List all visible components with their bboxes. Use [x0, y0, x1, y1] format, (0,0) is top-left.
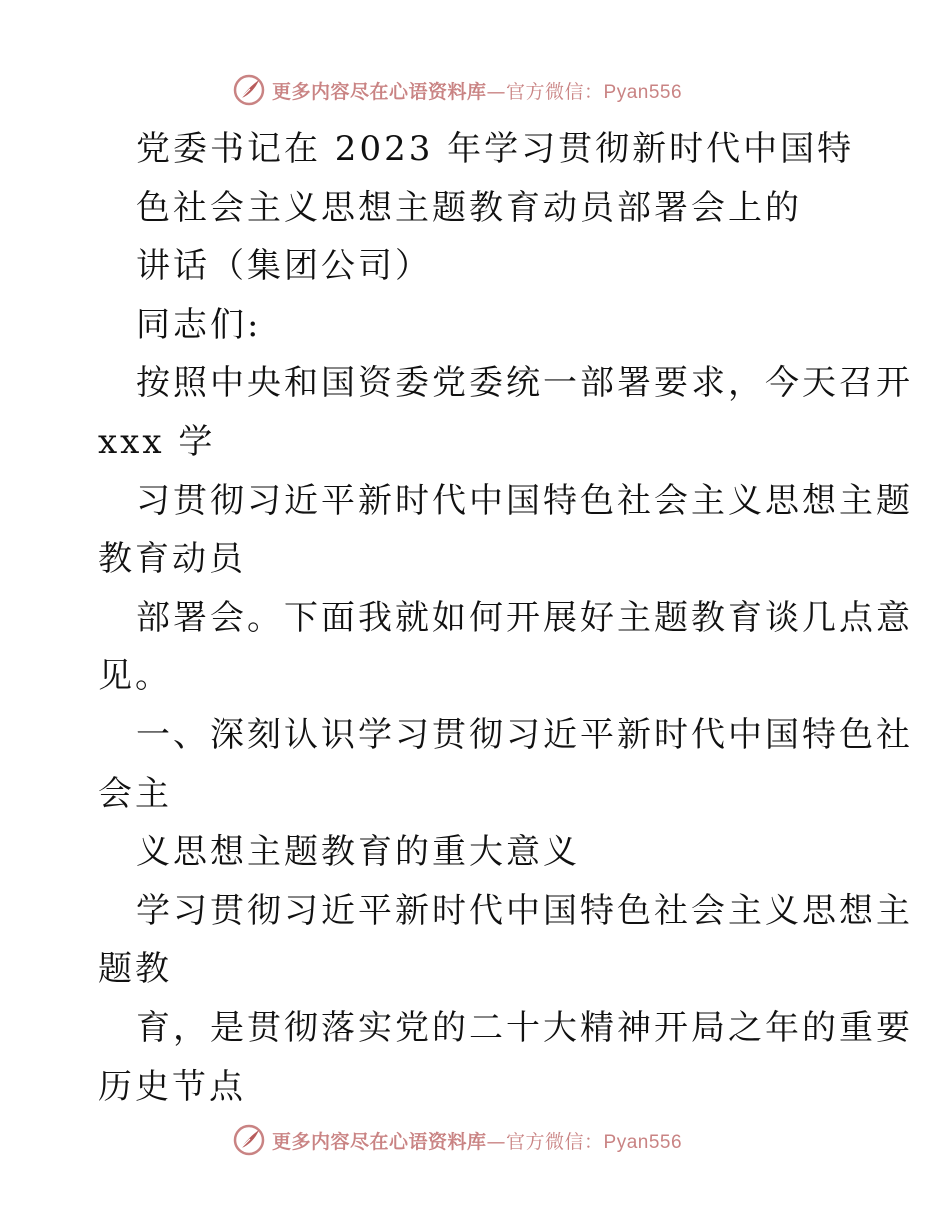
footer-watermark: [232, 1122, 682, 1158]
watermark-main: 更多内容尽在心语资料库: [272, 80, 487, 103]
paragraph-line: 学习贯彻习近平新时代中国特色社会主义思想主: [136, 890, 913, 931]
watermark-text: [272, 1127, 682, 1154]
watermark-label: 官方微信：: [506, 80, 604, 103]
watermark-main: 更多内容尽在心语资料库: [272, 1130, 487, 1153]
title-line: 色社会主义思想主题教育动员部署会上的: [136, 187, 802, 228]
watermark-id: Pyan556: [603, 1131, 683, 1153]
paragraph-line: 历史节点: [98, 1066, 246, 1107]
feather-pen-icon: [232, 1123, 266, 1157]
paragraph-line: 题教: [98, 949, 172, 990]
section-heading-line: 一、深刻认识学习贯彻习近平新时代中国特色社: [136, 714, 913, 755]
paragraph-line: 按照中央和国资委党委统一部署要求，今天召开: [136, 363, 913, 404]
watermark-label: 官方微信：: [506, 1130, 604, 1153]
section-heading-line: 会主: [98, 773, 172, 814]
paragraph-line: 习贯彻习近平新时代中国特色社会主义思想主题: [136, 480, 913, 521]
speech-body: [98, 120, 913, 1116]
feather-pen-icon: [232, 73, 266, 107]
paragraph-line: xxx 学: [98, 421, 216, 462]
section-heading-line: 义思想主题教育的重大意义: [136, 832, 580, 873]
paragraph-line: 教育动员: [98, 539, 246, 580]
paragraph-line: 见。: [98, 656, 172, 697]
header-watermark: [232, 72, 682, 108]
paragraph-line: 部署会。下面我就如何开展好主题教育谈几点意: [136, 597, 913, 638]
watermark-dash: —: [486, 1130, 507, 1153]
salutation: 同志们:: [136, 304, 262, 345]
paragraph-line: 育，是贯彻落实党的二十大精神开局之年的重要: [136, 1007, 913, 1048]
title-line: 讲话（集团公司）: [136, 246, 432, 287]
watermark-dash: —: [486, 80, 507, 103]
title-line: 党委书记在 2023 年学习贯彻新时代中国特: [136, 129, 855, 169]
watermark-text: [272, 77, 682, 104]
watermark-id: Pyan556: [603, 81, 683, 103]
